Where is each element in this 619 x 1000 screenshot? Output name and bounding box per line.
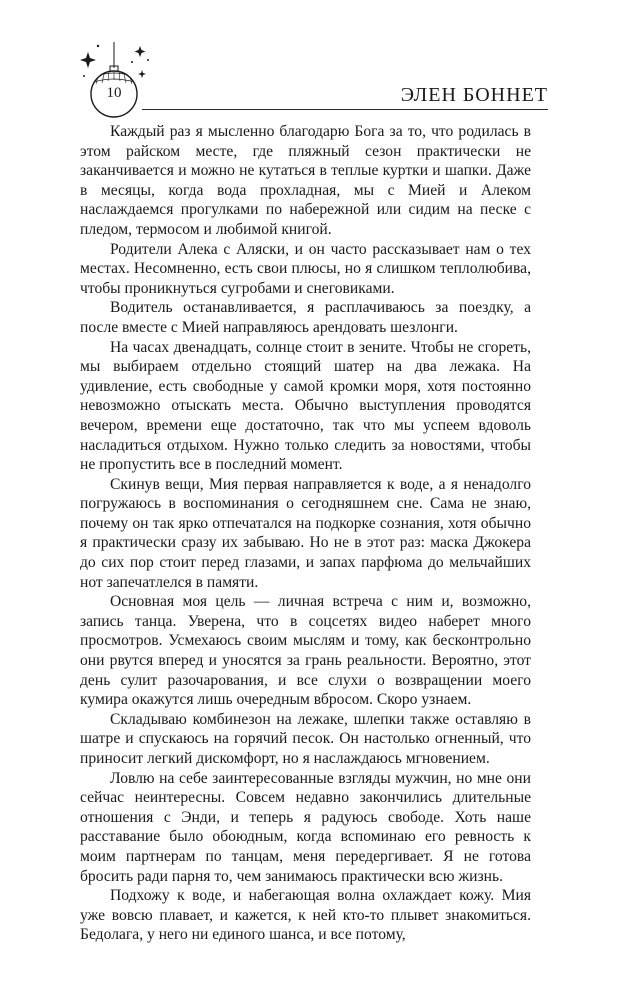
- running-head-author: ЭЛЕН БОННЕТ: [400, 84, 548, 106]
- header-rule: [142, 109, 548, 110]
- page-header: [78, 38, 548, 118]
- body-text: [80, 122, 531, 945]
- paragraph: Водитель останавливается, я расплачиваюсь за поездку, а после вместе с Мией направляюсь арендовать шезлонги.: [80, 299, 531, 336]
- disco-ball-icon: [78, 38, 158, 118]
- paragraph: Складываю комбинезон на лежаке, шлепки также оставляю в шатре и спускаюсь на горячий песок. Он настолько огненный, что приносит легкий дискомфорт, но я наслаждаюсь мгновением.: [80, 710, 531, 767]
- paragraph: Каждый раз я мысленно благодарю Бога за то, что родилась в этом райском месте, где пляжный сезон практически не заканчивается и можно не кутаться в теплые куртки и шапки. Даже в месяцы, когда вода прохладная, мы с Мией и Алеком наслаждаемся прогулками по набережной или сидим на песке с пледом, термосом и любимой книгой.: [80, 123, 531, 238]
- paragraph: На часах двенадцать, солнце стоит в зените. Чтобы не сгореть, мы выбираем отдельно стоящий шатер на два лежака. На удивление, есть свободные у самой кромки моря, хотя постоянно невозможно отыскать места. Обычно выступления проводятся вечером, времени еще достаточно, так что мы успеем вдоволь насладиться отдыхом. Нужно только следить за новостями, чтобы не пропустить все в последний момент.: [80, 338, 531, 474]
- paragraph: Основная моя цель — личная встреча с ним и, возможно, запись танца. Уверена, что в соцсетях видео наберет много просмотров. Усмехаюсь своим мыслям и тому, как бесконтрольно они рвутся вперед и уносятся за грань реальности. Вероятно, этот день сулит разочарования, и все слухи о возвращении моего кумира окажутся лишь очередным вбросом. Скоро узнаем.: [80, 593, 531, 709]
- paragraph: Ловлю на себе заинтересованные взгляды мужчин, но мне они сейчас неинтересны. Совсем недавно закончились длительные отношения с Энди, и теперь я радуюсь свободе. Хоть наше расставание было обоюдным, когда вспоминаю его ревность к моим партнерам по танцам, меня передергивает. Я не готова бросить ради парня то, чем занимаюсь практически всю жизнь.: [80, 769, 531, 885]
- page-number: 10: [106, 85, 122, 101]
- paragraph: Скинув вещи, Мия первая направляется к воде, а я ненадолго погружаюсь в воспоминания о сегодняшнем сне. Сама не знаю, почему он так ярко отпечатался на подкорке сознания, хотя обычно я практически сразу их забываю. Но не в этот раз: маска Джокера до сих пор стоит перед глазами, и запах парфюма до мельчайших нот запечатлелся в памяти.: [80, 475, 531, 591]
- paragraph: Родители Алека с Аляски, и он часто рассказывает нам о тех местах. Несомненно, есть свои плюсы, но я слишком теплолюбива, чтобы проникнуться сугробами и снеговиками.: [80, 240, 531, 297]
- paragraph: Подхожу к воде, и набегающая волна охлаждает кожу. Мия уже вовсю плавает, и кажется, к ней кто-то плывет знакомиться. Бедолага, у него ни единого шанса, и все потому,: [80, 887, 531, 944]
